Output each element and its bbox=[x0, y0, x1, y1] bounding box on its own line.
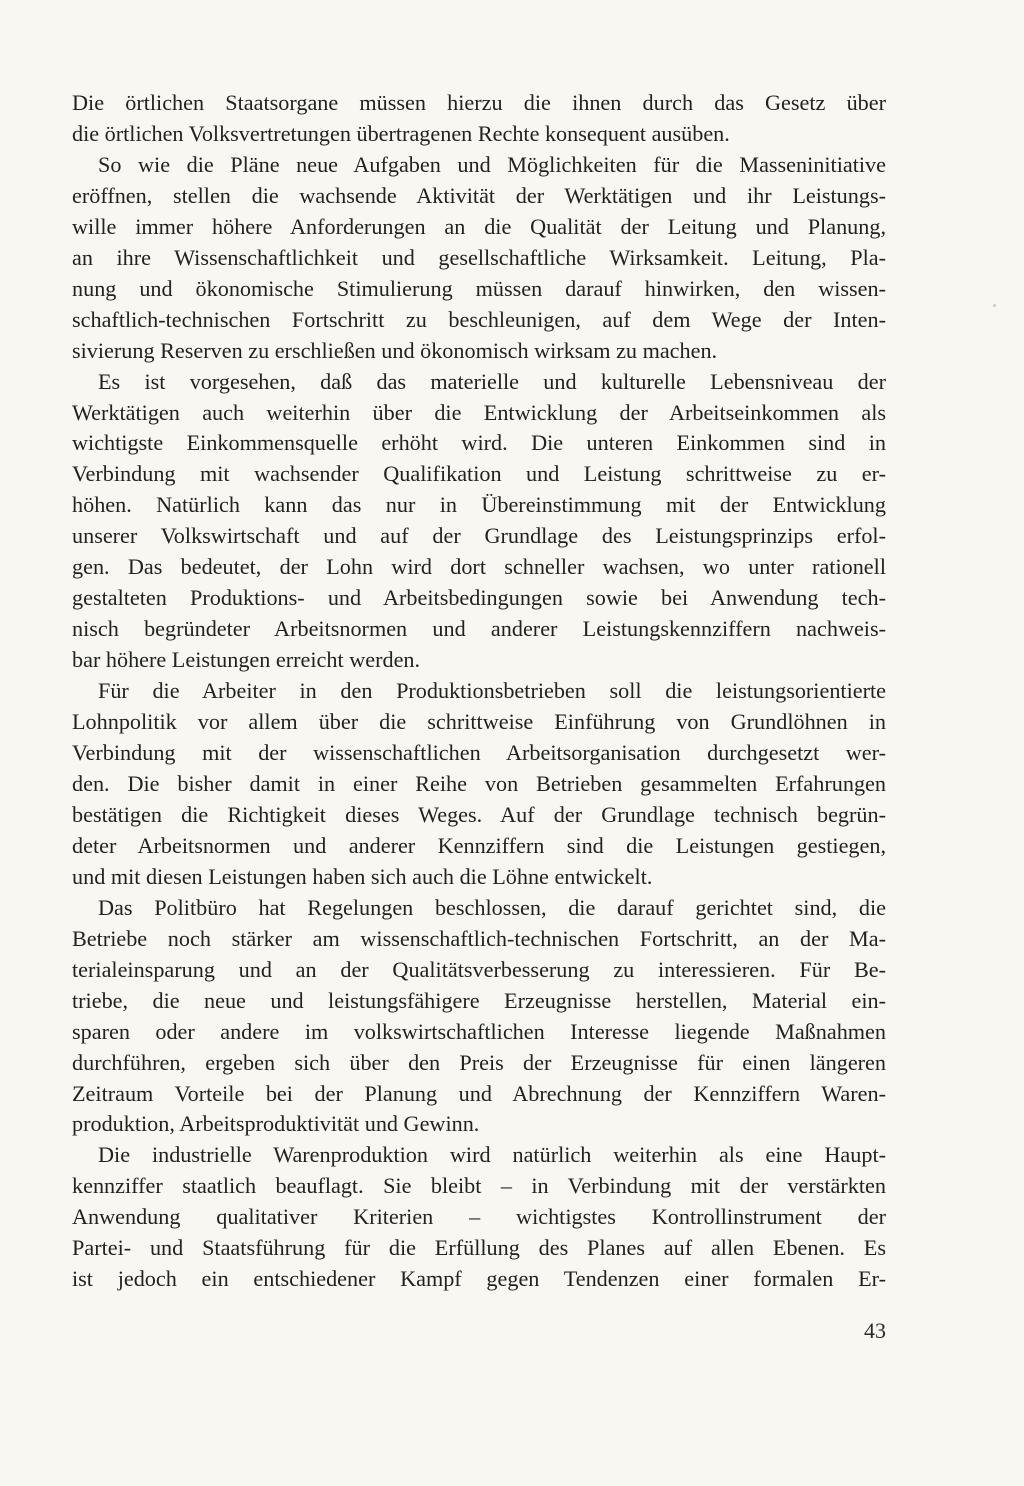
text-line: sivierung Reserven zu erschließen und ökonomisch wirksam zu machen. bbox=[72, 337, 718, 363]
text-line: an ihre Wissenschaftlichkeit und gesellschaftliche Wirksamkeit. Leitung, Pla- bbox=[72, 244, 886, 270]
text-line: Zeitraum Vorteile bei der Planung und Abrechnung der Kennziffern Waren- bbox=[72, 1080, 886, 1106]
text-line: Lohnpolitik vor allem über die schrittweise Einführung von Grundlöhnen in bbox=[72, 709, 886, 735]
text-line: Die örtlichen Staatsorgane müssen hierzu die ihnen durch das Gesetz über bbox=[72, 90, 886, 115]
text-line: terialeinsparung und an der Qualitätsverbesserung zu interessieren. Für Be- bbox=[72, 956, 886, 982]
text-line: Werktätigen auch weiterhin über die Entwicklung der Arbeitseinkommen als bbox=[72, 399, 886, 425]
paragraph-1 bbox=[72, 88, 886, 150]
text-line: wille immer höhere Anforderungen an die Qualität der Leitung und Planung, bbox=[72, 213, 886, 239]
text-line: bestätigen die Richtigkeit dieses Weges. Auf der Grundlage technisch begrün- bbox=[72, 801, 886, 827]
text-line: Die industrielle Warenproduktion wird natürlich weiterhin als eine Haupt- bbox=[98, 1142, 886, 1168]
text-line: nung und ökonomische Stimulierung müssen darauf hinwirken, den wissen- bbox=[72, 275, 886, 301]
text-line: Anwendung qualitativer Kriterien – wichtigstes Kontrollinstrument der bbox=[72, 1204, 886, 1230]
text-line: eröffnen, stellen die wachsende Aktivität der Werktätigen und ihr Leistungs- bbox=[72, 182, 886, 208]
text-line: Verbindung mit der wissenschaftlichen Arbeitsorganisation durchgesetzt wer- bbox=[72, 740, 886, 766]
paragraph-5 bbox=[72, 893, 886, 1141]
text-line: Das Politbüro hat Regelungen beschlossen, die darauf gerichtet sind, die bbox=[98, 894, 886, 920]
text-line: wichtigste Einkommensquelle erhöht wird. Die unteren Einkommen sind in bbox=[72, 430, 886, 456]
text-line: und mit diesen Leistungen haben sich auch die Löhne entwickelt. bbox=[72, 863, 653, 889]
paragraph-6 bbox=[72, 1140, 886, 1295]
text-line: Es ist vorgesehen, daß das materielle und kulturelle Lebensniveau der bbox=[98, 368, 886, 394]
text-line: gen. Das bedeutet, der Lohn wird dort schneller wachsen, wo unter rationell bbox=[72, 554, 886, 580]
page-number: 43 bbox=[864, 1318, 886, 1343]
text-line: schaftlich-technischen Fortschritt zu beschleunigen, auf dem Wege der Inten- bbox=[72, 306, 886, 332]
text-line: nisch begründeter Arbeitsnormen und anderer Leistungskennziffern nachweis- bbox=[72, 616, 886, 642]
text-line: deter Arbeitsnormen und anderer Kennziffern sind die Leistungen gestiegen, bbox=[72, 832, 886, 858]
paragraph-2 bbox=[72, 150, 886, 367]
text-line: triebe, die neue und leistungsfähigere Erzeugnisse herstellen, Material ein- bbox=[72, 987, 886, 1013]
text-line: So wie die Pläne neue Aufgaben und Möglichkeiten für die Masseninitiative bbox=[98, 151, 886, 177]
text-line: höhen. Natürlich kann das nur in Übereinstimmung mit der Entwicklung bbox=[72, 492, 886, 518]
text-line: Partei- und Staatsführung für die Erfüllung des Planes auf allen Ebenen. Es bbox=[72, 1235, 886, 1261]
text-line: Verbindung mit wachsender Qualifikation und Leistung schrittweise zu er- bbox=[72, 461, 886, 487]
text-line: ist jedoch ein entschiedener Kampf gegen Tendenzen einer formalen Er- bbox=[72, 1266, 886, 1292]
text-line: durchführen, ergeben sich über den Preis der Erzeugnisse für einen längeren bbox=[72, 1049, 886, 1075]
text-line: den. Die bisher damit in einer Reihe von Betrieben gesammelten Erfahrungen bbox=[72, 770, 886, 796]
text-line: sparen oder andere im volkswirtschaftlichen Interesse liegende Maßnahmen bbox=[72, 1018, 886, 1044]
body-text bbox=[72, 88, 886, 1295]
paper-speck bbox=[993, 304, 996, 307]
text-line: Für die Arbeiter in den Produktionsbetrieben soll die leistungsorientierte bbox=[98, 678, 886, 704]
paragraph-3 bbox=[72, 367, 886, 677]
text-line: unserer Volkswirtschaft und auf der Grundlage des Leistungsprinzips erfol- bbox=[72, 523, 886, 549]
text-line: kennziffer staatlich beauflagt. Sie bleibt – in Verbindung mit der verstärkten bbox=[72, 1173, 886, 1199]
text-line: die örtlichen Volksvertretungen übertragenen Rechte konsequent ausüben. bbox=[72, 120, 730, 146]
paragraph-4 bbox=[72, 676, 886, 893]
text-line: bar höhere Leistungen erreicht werden. bbox=[72, 647, 421, 673]
text-line: produktion, Arbeitsproduktivität und Gewinn. bbox=[72, 1111, 480, 1137]
text-line: Betriebe noch stärker am wissenschaftlich-technischen Fortschritt, an der Ma- bbox=[72, 925, 886, 951]
text-line: gestalteten Produktions- und Arbeitsbedingungen sowie bei Anwendung tech- bbox=[72, 585, 886, 611]
